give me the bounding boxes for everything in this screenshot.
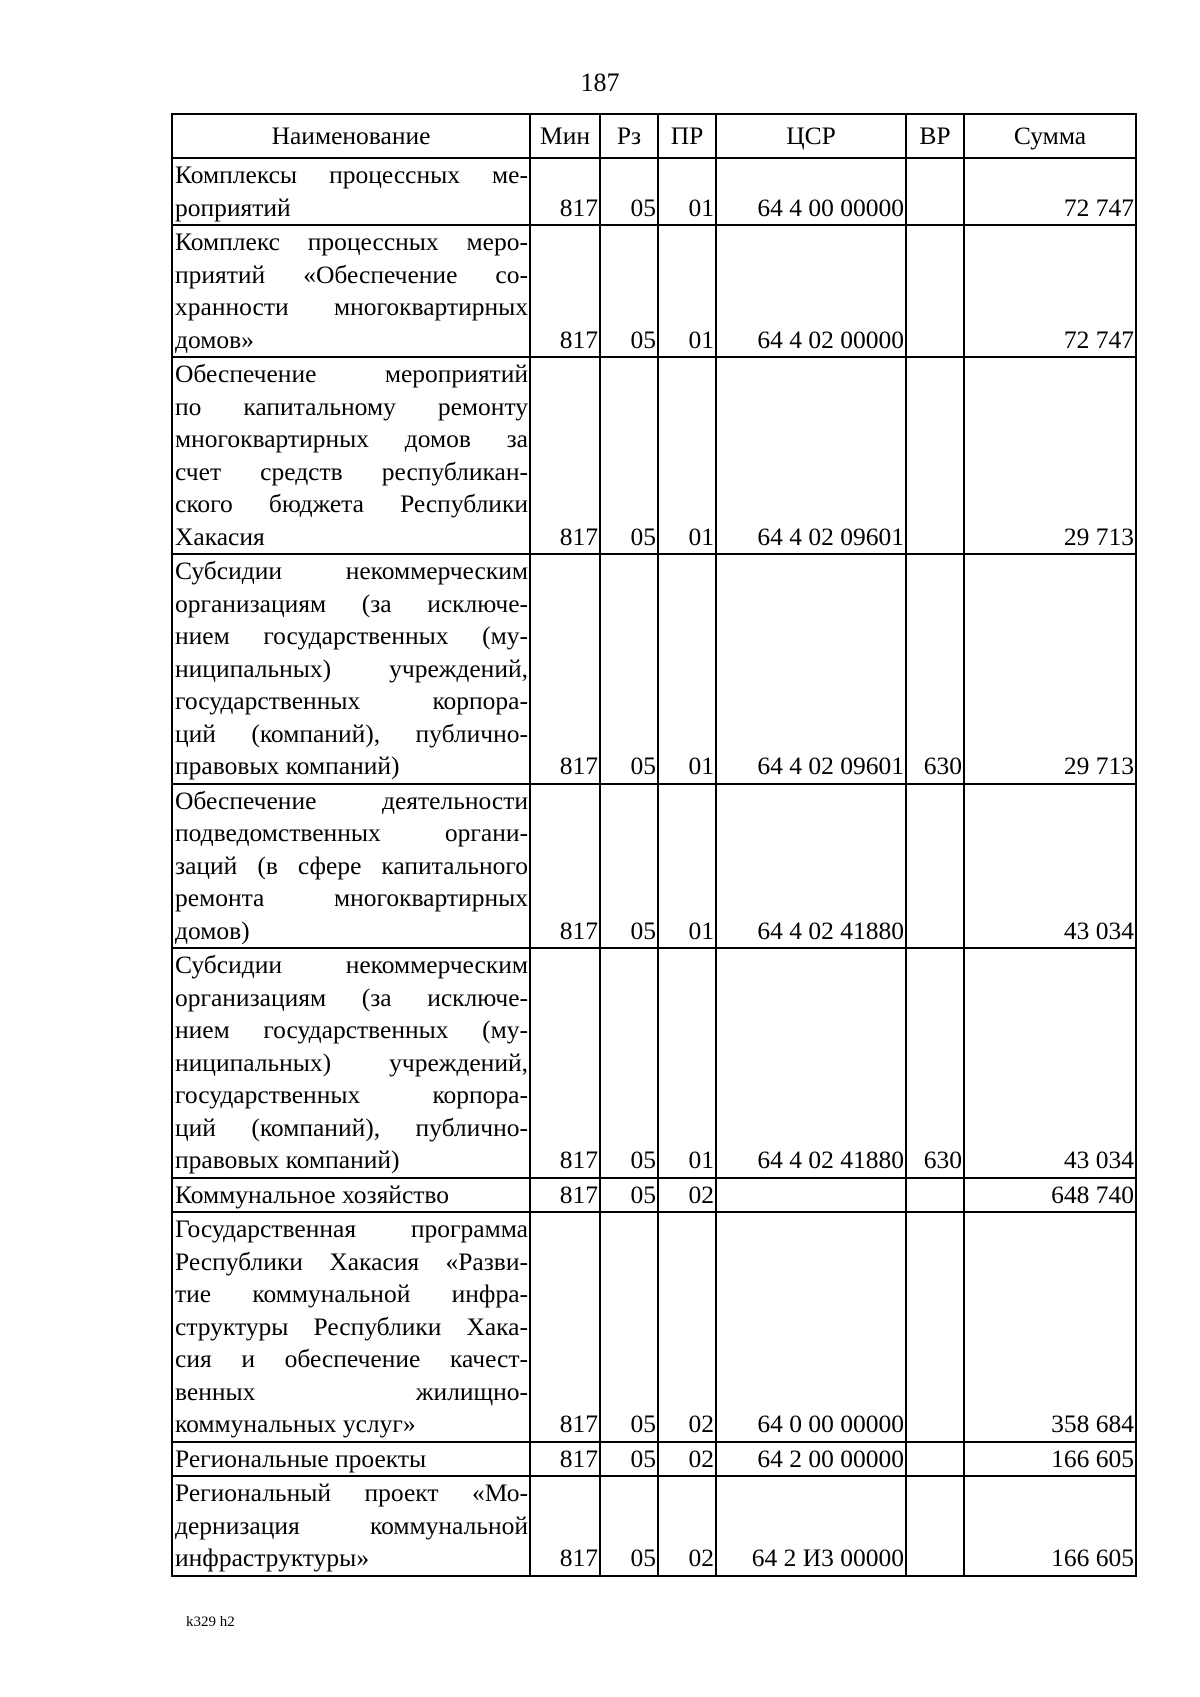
cell-csr: 64 4 02 09601 [716, 357, 906, 554]
cell-csr: 64 4 02 41880 [716, 784, 906, 949]
cell-vr [906, 225, 964, 357]
cell-sum: 43 034 [964, 948, 1136, 1178]
cell-rz: 05 [600, 948, 658, 1178]
cell-rz: 05 [600, 357, 658, 554]
cell-min: 817 [530, 1442, 600, 1477]
cell-min: 817 [530, 1476, 600, 1576]
cell-min: 817 [530, 784, 600, 949]
cell-rz: 05 [600, 158, 658, 225]
cell-name: Обеспечение мероприятий по капитальному ремонту многоквартирных домов за счет средств республикан- ского бюджета Республики Хакасия [172, 357, 530, 554]
cell-sum: 72 747 [964, 158, 1136, 225]
cell-vr: 630 [906, 554, 964, 784]
header-vr: ВР [906, 114, 964, 158]
cell-csr: 64 2 И3 00000 [716, 1476, 906, 1576]
cell-rz: 05 [600, 784, 658, 949]
table-row [172, 158, 1136, 225]
page-number: 187 [580, 68, 620, 97]
cell-pr: 02 [658, 1476, 716, 1576]
table-row [172, 357, 1136, 554]
cell-pr: 02 [658, 1212, 716, 1442]
table-row [172, 1178, 1136, 1213]
cell-sum: 648 740 [964, 1178, 1136, 1213]
cell-sum: 358 684 [964, 1212, 1136, 1442]
header-sum: Сумма [964, 114, 1136, 158]
cell-csr: 64 4 02 41880 [716, 948, 906, 1178]
cell-rz: 05 [600, 1442, 658, 1477]
cell-min: 817 [530, 225, 600, 357]
cell-pr: 01 [658, 784, 716, 949]
cell-rz: 05 [600, 1178, 658, 1213]
cell-rz: 05 [600, 554, 658, 784]
cell-csr: 64 4 02 00000 [716, 225, 906, 357]
cell-name: Государственная программа Республики Хакасия «Разви- тие коммунальной инфра- структуры Республики Хака- сия и обеспечение качест- венных жилищно- коммунальных услуг» [172, 1212, 530, 1442]
cell-pr: 01 [658, 554, 716, 784]
header-csr: ЦСР [716, 114, 906, 158]
cell-vr [906, 158, 964, 225]
cell-vr [906, 784, 964, 949]
table-row [172, 225, 1136, 357]
cell-min: 817 [530, 1212, 600, 1442]
cell-name: Региональные проекты [172, 1442, 530, 1477]
cell-vr [906, 357, 964, 554]
cell-vr: 630 [906, 948, 964, 1178]
cell-sum: 72 747 [964, 225, 1136, 357]
header-min: Мин [530, 114, 600, 158]
table-row [172, 948, 1136, 1178]
cell-csr [716, 1178, 906, 1213]
cell-name: Субсидии некоммерческим организациям (за исключе- нием государственных (му- ниципальных) учреждений, государственных корпора- ций (компаний), публично- правовых компаний) [172, 948, 530, 1178]
table-row [172, 1476, 1136, 1576]
header-name: Наименование [172, 114, 530, 158]
cell-pr: 01 [658, 357, 716, 554]
cell-csr: 64 2 00 00000 [716, 1442, 906, 1477]
cell-sum: 43 034 [964, 784, 1136, 949]
cell-pr: 01 [658, 225, 716, 357]
cell-min: 817 [530, 948, 600, 1178]
cell-sum: 29 713 [964, 554, 1136, 784]
cell-name: Региональный проект «Мо- дернизация коммунальной инфраструктуры» [172, 1476, 530, 1576]
cell-rz: 05 [600, 225, 658, 357]
cell-name: Комплекс процессных меро- приятий «Обеспечение со- хранности многоквартирных домов» [172, 225, 530, 357]
cell-rz: 05 [600, 1212, 658, 1442]
table-row [172, 1212, 1136, 1442]
cell-csr: 64 4 00 00000 [716, 158, 906, 225]
cell-csr: 64 0 00 00000 [716, 1212, 906, 1442]
cell-name: Коммунальное хозяйство [172, 1178, 530, 1213]
table-row [172, 554, 1136, 784]
cell-vr [906, 1212, 964, 1442]
cell-name: Субсидии некоммерческим организациям (за исключе- нием государственных (му- ниципальных) учреждений, государственных корпора- ций (компаний), публично- правовых компаний) [172, 554, 530, 784]
header-pr: ПР [658, 114, 716, 158]
header-rz: Рз [600, 114, 658, 158]
cell-min: 817 [530, 357, 600, 554]
cell-sum: 166 605 [964, 1476, 1136, 1576]
cell-pr: 01 [658, 948, 716, 1178]
cell-min: 817 [530, 554, 600, 784]
cell-sum: 29 713 [964, 357, 1136, 554]
cell-vr [906, 1476, 964, 1576]
table-row [172, 1442, 1136, 1477]
cell-pr: 02 [658, 1442, 716, 1477]
cell-name: Комплексы процессных ме- роприятий [172, 158, 530, 225]
cell-min: 817 [530, 1178, 600, 1213]
cell-csr: 64 4 02 09601 [716, 554, 906, 784]
cell-rz: 05 [600, 1476, 658, 1576]
cell-pr: 01 [658, 158, 716, 225]
table-row [172, 784, 1136, 949]
cell-sum: 166 605 [964, 1442, 1136, 1477]
table-body [172, 158, 1136, 1576]
cell-min: 817 [530, 158, 600, 225]
cell-pr: 02 [658, 1178, 716, 1213]
cell-name: Обеспечение деятельности подведомственных органи- заций (в сфере капитального ремонта многоквартирных домов) [172, 784, 530, 949]
cell-vr [906, 1178, 964, 1213]
cell-vr [906, 1442, 964, 1477]
footer-code: k329 h2 [186, 1614, 235, 1630]
budget-table [171, 113, 1137, 1577]
table-header-row [172, 114, 1136, 158]
